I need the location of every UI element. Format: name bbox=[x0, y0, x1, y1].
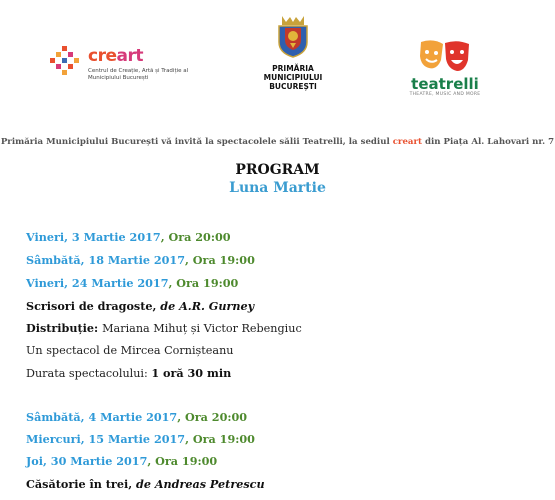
show1-title: Scrisori de dragoste, de A.R. Gurney bbox=[26, 299, 255, 313]
teatrelli-wordmark: teatrelli bbox=[411, 75, 479, 93]
show2-date-1: Sâmbătă, 4 Martie 2017, Ora 20:00 bbox=[26, 410, 248, 424]
show1-director: Un spectacol de Mircea Cornișteanu bbox=[26, 344, 234, 357]
show2-date-3: Joi, 30 Martie 2017, Ora 19:00 bbox=[26, 454, 218, 468]
header-logos bbox=[0, 0, 555, 120]
program-month: Luna Martie bbox=[229, 180, 326, 196]
teatrelli-logo bbox=[405, 38, 485, 97]
show1-duration: Durata spectacolului: 1 oră 30 min bbox=[26, 366, 232, 380]
show1-date-2: Sâmbătă, 18 Martie 2017, Ora 19:00 bbox=[26, 253, 255, 267]
show2-date-2: Miercuri, 15 Martie 2017, Ora 19:00 bbox=[26, 432, 255, 446]
primaria-text: PRIMĂRIA MUNICIPIULUI BUCUREȘTI bbox=[263, 64, 323, 91]
show1-cast: Distribuție: Mariana Mihuț și Victor Rebengiuc bbox=[26, 321, 302, 335]
teatrelli-tagline: THEATRE, MUSIC AND MORE bbox=[409, 92, 481, 97]
creart-wordmark: creart bbox=[88, 46, 143, 66]
invitation-line: Primăria Municipiului București vă invită la spectacolele sălii Teatrelli, la sediul creart din Piața Al. Lahovari nr. 7 bbox=[0, 137, 555, 147]
creart-pattern-icon bbox=[48, 44, 82, 78]
show1-date-3: Vineri, 24 Martie 2017, Ora 19:00 bbox=[26, 276, 239, 290]
theatre-masks-icon bbox=[415, 38, 475, 74]
bucharest-coat-of-arms-icon bbox=[274, 14, 312, 58]
show2-title: Căsătorie în trei, de Andreas Petrescu bbox=[26, 477, 265, 491]
creart-inline-brand: creart bbox=[392, 137, 422, 147]
primaria-logo bbox=[252, 14, 334, 91]
show1-date-1: Vineri, 3 Martie 2017, Ora 20:00 bbox=[26, 230, 231, 244]
creart-logo bbox=[48, 44, 198, 94]
program-title: PROGRAM bbox=[235, 162, 320, 178]
creart-subtitle: Centrul de Creație, Artă și Tradiție al Municipiului București bbox=[88, 68, 189, 81]
